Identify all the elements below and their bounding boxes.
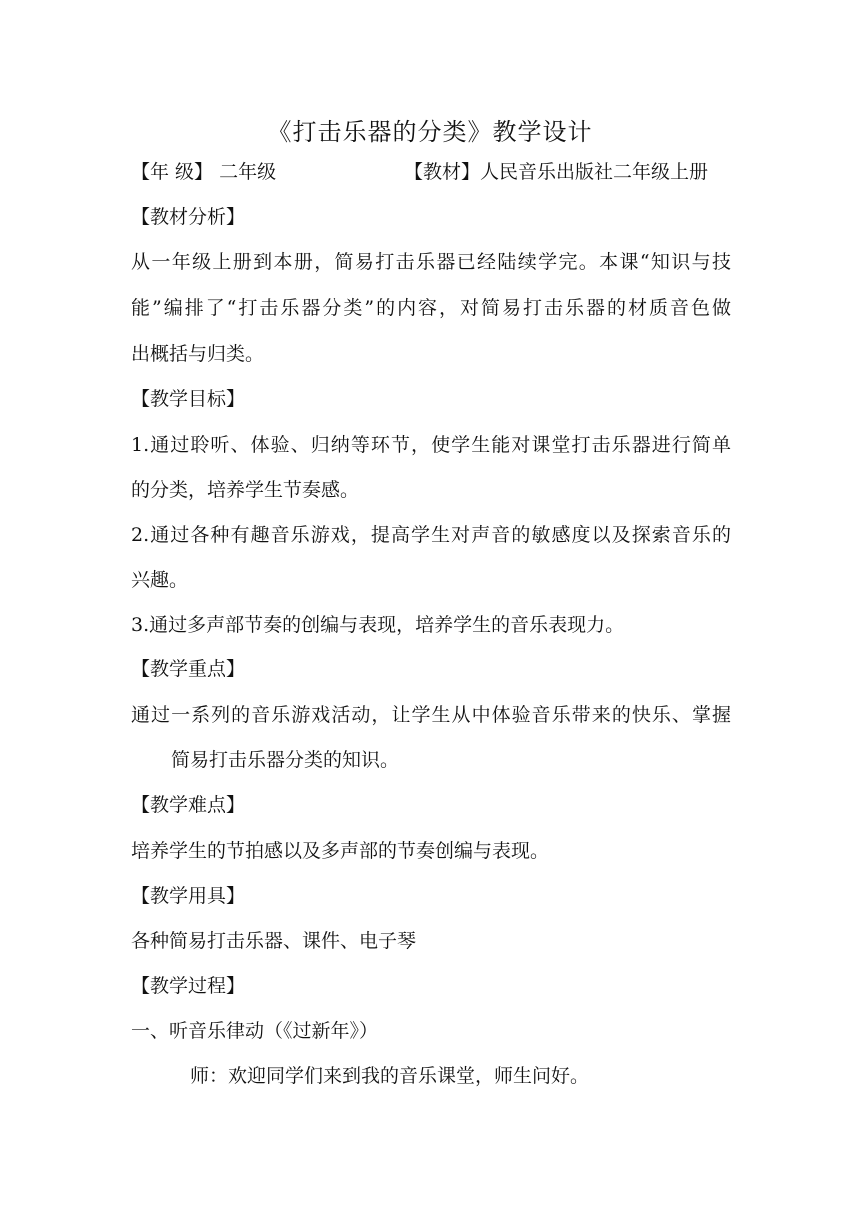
tools-text: 各种简易打击乐器、课件、电子琴 <box>131 930 417 952</box>
section-heading-objectives: 【教学目标】 <box>131 388 246 410</box>
grade-line: 【年 级】 二年级 <box>131 161 277 183</box>
document-title: 《打击乐器的分类》教学设计 <box>267 118 593 146</box>
material-analysis-line-1: 从一年级上册到本册，简易打击乐器已经陆续学完。本课“知识与技 <box>131 251 731 273</box>
section-heading-tools: 【教学用具】 <box>131 885 246 907</box>
objective-2-line-2: 兴趣。 <box>131 569 189 591</box>
key-points-line-2: 简易打击乐器分类的知识。 <box>171 749 400 771</box>
key-points-line-1: 通过一系列的音乐游戏活动，让学生从中体验音乐带来的快乐、掌握 <box>131 704 731 726</box>
section-heading-material-analysis: 【教材分析】 <box>131 206 246 228</box>
process-step-1-line-1: 师：欢迎同学们来到我的音乐课堂，师生问好。 <box>190 1065 590 1087</box>
objective-1-line-1: 1.通过聆听、体验、归纳等环节，使学生能对课堂打击乐器进行简单 <box>131 434 731 456</box>
section-heading-difficulties: 【教学难点】 <box>131 794 246 816</box>
textbook-line: 【教材】人民音乐出版社二年级上册 <box>404 161 709 183</box>
objective-1-line-2: 的分类，培养学生节奏感。 <box>131 479 360 501</box>
section-heading-process: 【教学过程】 <box>131 975 246 997</box>
material-analysis-line-2: 能”编排了“打击乐器分类”的内容，对简易打击乐器的材质音色做 <box>131 297 731 319</box>
difficulties-text: 培养学生的节拍感以及多声部的节奏创编与表现。 <box>131 840 550 862</box>
objective-3: 3.通过多声部节奏的创编与表现，培养学生的音乐表现力。 <box>131 614 625 636</box>
process-step-1: 一、听音乐律动（《过新年》） <box>131 1020 379 1042</box>
objective-2-line-1: 2.通过各种有趣音乐游戏，提高学生对声音的敏感度以及探索音乐的 <box>131 524 731 546</box>
material-analysis-line-3: 出概括与归类。 <box>131 343 265 365</box>
section-heading-key-points: 【教学重点】 <box>131 658 246 680</box>
